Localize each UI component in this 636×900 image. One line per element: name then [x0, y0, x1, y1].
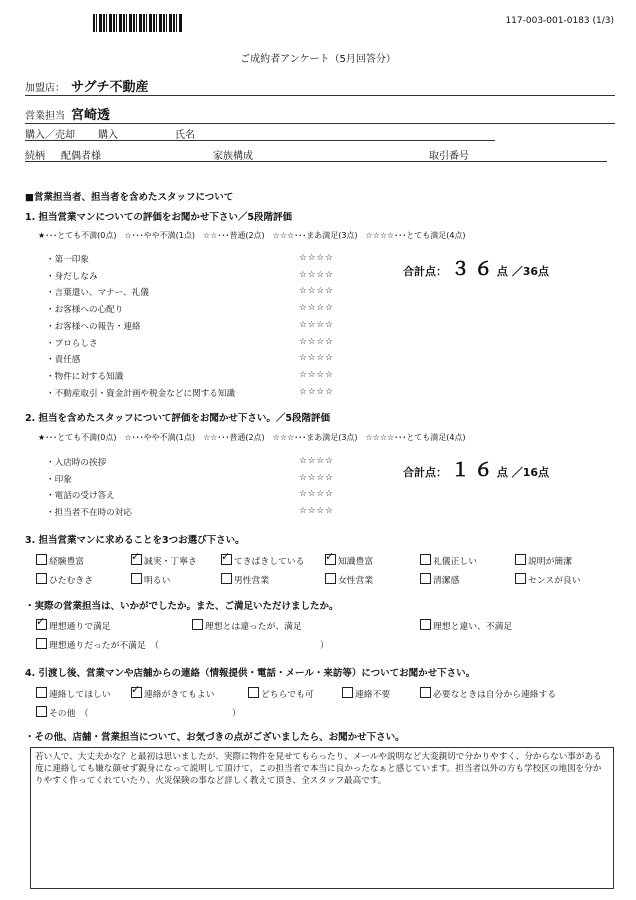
option-q4-1[interactable]	[131, 687, 214, 700]
store-field	[25, 76, 615, 96]
rating-item-label: ・物件に対する知識	[46, 371, 124, 382]
option-label: 連絡不要	[355, 690, 391, 700]
option-label: 理想通りで満足	[49, 622, 111, 632]
rating-stars: ☆☆☆☆	[299, 336, 334, 347]
option-q3-3[interactable]	[325, 554, 373, 567]
checkbox[interactable]	[248, 687, 259, 698]
rating-item-label: ・担当者不在時の対応	[46, 508, 132, 519]
checkbox[interactable]	[420, 619, 431, 630]
checkbox[interactable]	[36, 706, 47, 717]
rating-stars: ☆☆☆☆	[299, 303, 334, 314]
relation-field	[25, 147, 615, 162]
checkbox[interactable]	[342, 687, 353, 698]
barcode	[93, 14, 183, 32]
option-label: 誠実・丁寧さ	[144, 557, 197, 567]
rating-item-label: ・電話の受け答え	[46, 491, 115, 502]
q1-total-label: 合計点：	[403, 265, 447, 278]
option-label: ひたむきさ	[49, 576, 93, 586]
qactual-heading: ・実際の営業担当は、いかがでしたか。また、ご満足いただけましたか。	[25, 601, 339, 612]
rating-item-label: ・身だしなみ	[46, 271, 98, 282]
q5-heading: ・その他、店舗・営業担当について、お気づきの点がございましたら、お聞かせ下さい。	[25, 732, 405, 743]
rating-stars: ☆☆☆☆	[299, 253, 334, 263]
checkbox[interactable]	[36, 687, 47, 698]
option-label: 理想通りだったが不満足 （	[49, 641, 159, 651]
q2-total	[403, 455, 549, 482]
checkbox[interactable]	[221, 554, 232, 565]
q2-total-value: １６	[450, 459, 497, 481]
option-q3-2[interactable]	[221, 554, 304, 567]
option-label: てきぱきしている	[234, 557, 305, 567]
option-label: 明るい	[144, 576, 171, 586]
option-label: その他 （	[49, 709, 89, 719]
checkbox[interactable]	[420, 687, 431, 698]
option-q_actual-2[interactable]	[420, 619, 512, 632]
name-label: 氏名	[175, 130, 195, 141]
option-q3-0[interactable]	[36, 554, 84, 567]
rating-item-label: ・お客様への報告・連絡	[46, 321, 141, 332]
rating-item-label: ・責任感	[46, 355, 81, 366]
sales-field	[25, 104, 615, 124]
option-label: 説明が簡潔	[528, 557, 572, 567]
q2-total-unit: 点	[496, 466, 508, 479]
checkbox[interactable]	[36, 573, 47, 584]
checkbox[interactable]	[36, 619, 47, 630]
option-q3-7[interactable]	[131, 573, 170, 586]
rating-item-label: ・第一印象	[46, 255, 89, 265]
option-q3-5[interactable]	[515, 554, 572, 567]
option-q3-9[interactable]	[325, 573, 373, 586]
q2-legend: ★･･･とても不満(0点) ☆･･･やや不満(1点) ☆☆･･･普通(2点) ☆☆☆･･･まあ満足(3点) ☆☆☆☆･･･とても満足(4点)	[38, 433, 466, 442]
option-label: 必要なときは自分から連絡する	[433, 690, 557, 700]
option-q3-1[interactable]	[131, 554, 197, 567]
option-label: 男性営業	[234, 576, 270, 586]
checkbox[interactable]	[36, 638, 47, 649]
store-value: サグチ不動産	[71, 80, 149, 95]
rating-stars: ☆☆☆☆	[299, 269, 334, 280]
option-q4-3[interactable]	[342, 687, 390, 700]
option-q3-6[interactable]	[36, 573, 93, 586]
option-q_actual-1[interactable]	[192, 619, 302, 632]
option-q3-8[interactable]	[221, 573, 269, 586]
rating-item-label: ・不動産取引・資金計画や税金などに関する知識	[46, 388, 236, 399]
q1-total-unit: 点	[496, 265, 508, 278]
section-heading: ■営業担当者、担当者を含めたスタッフについて	[25, 192, 234, 203]
option-q4-2[interactable]	[248, 687, 314, 700]
rating-stars: ☆☆☆☆	[299, 506, 334, 517]
checkbox[interactable]	[420, 573, 431, 584]
q2-heading: 2. 担当を含めたスタッフについて評価をお聞かせ下さい。／5段階評価	[25, 413, 330, 424]
checkbox[interactable]	[420, 554, 431, 565]
rating-item-label: ・お客様への心配り	[46, 305, 124, 316]
option-q3-10[interactable]	[420, 573, 459, 586]
sales-value: 宮崎透	[71, 108, 111, 123]
rating-stars: ☆☆☆☆	[299, 369, 334, 380]
q1-legend: ★･･･とても不満(0点) ☆･･･やや不満(1点) ☆☆･･･普通(2点) ☆☆☆･･･まあ満足(3点) ☆☆☆☆･･･とても満足(4点)	[38, 231, 466, 240]
q1-total-max: ／36点	[511, 265, 550, 278]
option-label: 理想と違い、不満足	[433, 622, 513, 632]
comment-text: 若い人で、大丈夫かな？と最初は思いましたが、実際に物件を見せてもらったり、メールや説明など大変親切で分かりやすく、分からない事がある度に連絡しても嫌な顔せず親身になって説明して頂けて、この担当者で本当に良かったなぁと感じています。担当者以外の方も学校区の地図を分かりやすく作ってくれていたり、火災保険の事など詳しく教えて頂き、全スタッフ最高です。	[35, 752, 602, 786]
option-q3-4[interactable]	[420, 554, 477, 567]
checkbox[interactable]	[131, 687, 142, 698]
rating-item-label: ・プロらしさ	[46, 338, 98, 349]
checkbox[interactable]	[131, 554, 142, 565]
q1-total-value: ３６	[450, 258, 497, 280]
option-q_actual-0[interactable]	[36, 619, 111, 632]
option-q4-0[interactable]	[36, 687, 111, 700]
checkbox[interactable]	[515, 573, 526, 584]
buysell-value: 購入	[98, 130, 118, 141]
q2-total-label: 合計点：	[403, 466, 447, 479]
option-label: 女性営業	[338, 576, 374, 586]
relation-value: 配偶者様	[61, 151, 101, 162]
checkbox[interactable]	[36, 554, 47, 565]
rating-item-label: ・言葉遣い、マナー、礼儀	[46, 288, 149, 299]
rating-item-label: ・入店時の挨拶	[46, 458, 107, 468]
checkbox[interactable]	[221, 573, 232, 584]
relation-label: 続柄	[25, 151, 45, 162]
q1-heading: 1. 担当営業マンについての評価をお聞かせ下さい／5段階評価	[25, 212, 292, 223]
rating-stars: ☆☆☆☆	[299, 489, 334, 500]
checkbox[interactable]	[325, 573, 336, 584]
checkbox[interactable]	[192, 619, 203, 630]
checkbox[interactable]	[131, 573, 142, 584]
qactual-close-paren: ）	[320, 641, 329, 651]
rating-item-label: ・印象	[46, 474, 72, 485]
option-label: 経験豊富	[49, 557, 85, 567]
q4-heading: 4. 引渡し後、営業マンや店舗からの連絡（情報提供・電話・メール・来訪等）についてお聞かせ下さい。	[25, 668, 476, 679]
buysell-label: 購入／売却	[25, 130, 75, 141]
checkbox[interactable]	[325, 554, 336, 565]
rating-stars: ☆☆☆☆	[299, 472, 334, 483]
buysell-field	[25, 126, 615, 141]
option-q3-11[interactable]	[515, 573, 581, 586]
rating-stars: ☆☆☆☆	[299, 456, 334, 466]
option-q_actual-3[interactable]	[36, 638, 159, 651]
rating-stars: ☆☆☆☆	[299, 319, 334, 330]
option-label: センスが良い	[528, 576, 581, 586]
rating-stars: ☆☆☆☆	[299, 353, 334, 364]
option-label: 理想とは違ったが、満足	[205, 622, 302, 632]
store-label: 加盟店：	[25, 83, 65, 94]
option-label: 礼儀正しい	[433, 557, 477, 567]
document-number: 117-003-001-0183 (1/3)	[505, 16, 614, 26]
option-q4-5[interactable]	[36, 706, 89, 719]
q4-close-paren: ）	[232, 709, 241, 719]
family-label: 家族構成	[213, 151, 253, 162]
q2-total-max: ／16点	[511, 466, 550, 479]
option-label: 清潔感	[433, 576, 460, 586]
rating-stars: ☆☆☆☆	[299, 386, 334, 397]
deal-label: 取引番号	[429, 151, 469, 162]
rating-stars: ☆☆☆☆	[299, 286, 334, 297]
checkbox[interactable]	[515, 554, 526, 565]
sales-label: 営業担当	[25, 111, 65, 122]
option-q4-4[interactable]	[420, 687, 556, 700]
option-label: 連絡してほしい	[49, 690, 111, 700]
page-title: ご成約者アンケート（5月回答分）	[240, 54, 396, 65]
q1-total	[403, 254, 549, 281]
option-label: 知識豊富	[338, 557, 374, 567]
q3-heading: 3. 担当営業マンに求めることを3つお選び下さい。	[25, 535, 245, 546]
option-label: 連絡がきてもよい	[144, 690, 215, 700]
option-label: どちらでも可	[261, 690, 314, 700]
